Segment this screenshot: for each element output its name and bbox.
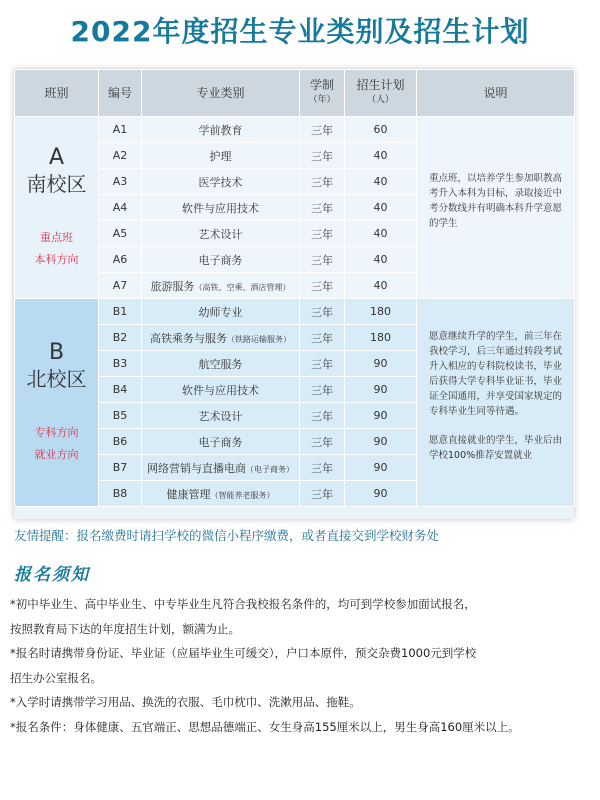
row-code: B6 [99,429,142,455]
row-years: 三年 [300,273,345,299]
requirement-line: *报名条件：身体健康、五官端正、思想品德端正、女生身高155厘米以上，男生身高160厘米以上。 [10,719,520,734]
header-quota-unit: （人） [366,95,394,105]
row-code: B3 [99,351,142,377]
row-major: 医学技术 [142,169,300,195]
row-code: B4 [99,377,142,403]
row-years: 三年 [300,455,345,481]
table-row [15,117,575,143]
group-b-letter: B [48,339,65,365]
group-b-note-text-1: 愿意继续升学的学生，前三年在我校学习，后三年通过转段考试升入相应的专科院校读书，毕业后获得大学专科毕业证书，毕业证全国通用，并享受国家规定的专科毕业生同等待遇。 [429,330,563,417]
row-years: 三年 [300,429,345,455]
group-b [15,299,575,507]
header-class: 班别 [15,70,99,117]
row-years: 三年 [300,403,345,429]
group-a [15,117,575,299]
row-major: 护理 [142,143,300,169]
row-quota: 180 [345,299,417,325]
row-major: 幼师专业 [142,299,300,325]
row-major [142,481,300,507]
row-years: 三年 [300,221,345,247]
row-years: 三年 [300,247,345,273]
header-quota-label: 招生计划 [356,78,405,92]
requirements-list [10,593,595,740]
page-title: 2022年度招生专业类别及招生计划 [70,15,530,48]
group-a-note-text: 重点班，以培养学生参加职教高考升入本科为目标，录取接近中考分数线并有明确本科升学意愿的学生 [429,172,563,229]
row-major: 电子商务 [142,429,300,455]
header-quota [345,70,417,117]
payment-reminder: 友情提醒：报名缴费时请扫学校的微信小程序缴费，或者直接交到学校财务处 [14,528,440,543]
header-years-unit: （年） [308,95,336,105]
header-years-label: 学制 [309,78,334,92]
row-quota: 90 [345,481,417,507]
header-note: 说明 [417,70,575,117]
requirement-line: *报名时请携带身份证、毕业证（应届毕业生可缓交），户口本原件，预交杂费1000元到学校 [10,646,477,660]
row-major [142,325,300,351]
group-b-tag-1: 专科方向 [34,425,79,439]
row-quota: 90 [345,403,417,429]
requirement-line: *入学时请携带学习用品、换洗的衣服、毛巾枕巾、洗漱用品、拖鞋。 [10,695,361,709]
row-quota: 90 [345,377,417,403]
row-years: 三年 [300,325,345,351]
row-quota: 40 [345,273,417,299]
requirement-line: *初中毕业生、高中毕业生、中专毕业生凡符合我校报名条件的，均可到学校参加面试报名， [10,597,476,611]
row-quota: 60 [345,117,417,143]
row-quota: 90 [345,455,417,481]
header-code: 编号 [99,70,142,117]
row-years: 三年 [300,195,345,221]
row-years: 三年 [300,143,345,169]
row-code: B8 [99,481,142,507]
row-years: 三年 [300,299,345,325]
group-a-note [417,117,575,299]
row-code: A2 [99,143,142,169]
header-major: 专业类别 [142,70,300,117]
row-major-sub: （电子商务） [246,464,294,474]
table-header-row [15,70,575,117]
row-quota: 40 [345,169,417,195]
group-b-campus: 北校区 [26,366,87,391]
row-years: 三年 [300,481,345,507]
group-a-class-cell [15,117,99,299]
row-code: B2 [99,325,142,351]
row-major: 学前教育 [142,117,300,143]
group-a-campus: 南校区 [26,171,87,196]
row-code: A5 [99,221,142,247]
row-major: 艺术设计 [142,221,300,247]
row-code: A7 [99,273,142,299]
row-major-label: 旅游服务 [150,279,195,293]
header-years [300,70,345,117]
row-major: 软件与应用技术 [142,377,300,403]
row-quota: 90 [345,351,417,377]
row-code: A6 [99,247,142,273]
group-b-note-text-2: 愿意直接就业的学生，毕业后由学校100%推荐安置就业 [429,434,563,461]
row-years: 三年 [300,351,345,377]
row-quota: 90 [345,429,417,455]
row-code: A1 [99,117,142,143]
row-major: 软件与应用技术 [142,195,300,221]
row-major: 航空服务 [142,351,300,377]
row-quota: 40 [345,221,417,247]
row-years: 三年 [300,117,345,143]
row-quota: 180 [345,325,417,351]
group-a-tag-1: 重点班 [40,230,73,244]
row-major-sub: （铁路运输服务） [227,334,291,344]
row-code: B1 [99,299,142,325]
requirements-title: 报名须知 [14,565,90,585]
row-code: B7 [99,455,142,481]
row-major: 电子商务 [142,247,300,273]
group-a-letter: A [48,144,65,170]
row-code: B5 [99,403,142,429]
row-major [142,273,300,299]
row-major-sub: （智能养老服务） [210,490,275,500]
requirement-line: 招生办公室报名。 [10,670,102,685]
row-quota: 40 [345,247,417,273]
group-b-tag-2: 就业方向 [34,447,79,461]
group-a-tag-2: 本科方向 [34,252,79,266]
row-major: 艺术设计 [142,403,300,429]
row-major [142,455,300,481]
row-major-label: 健康管理 [166,487,211,501]
row-years: 三年 [300,169,345,195]
row-years: 三年 [300,377,345,403]
row-quota: 40 [345,143,417,169]
row-major-sub: （高铁、空乘、酒店管理） [194,282,291,292]
row-code: A4 [99,195,142,221]
row-major-label: 高铁乘务与服务 [150,331,227,345]
row-quota: 40 [345,195,417,221]
enrollment-table [14,69,574,519]
table-row [15,299,575,325]
group-b-class-cell [15,299,99,507]
row-code: A3 [99,169,142,195]
requirement-line: 按照教育局下达的年度招生计划，额满为止。 [10,621,240,636]
row-major-label: 网络营销与直播电商 [147,461,246,475]
group-b-note [417,299,575,507]
